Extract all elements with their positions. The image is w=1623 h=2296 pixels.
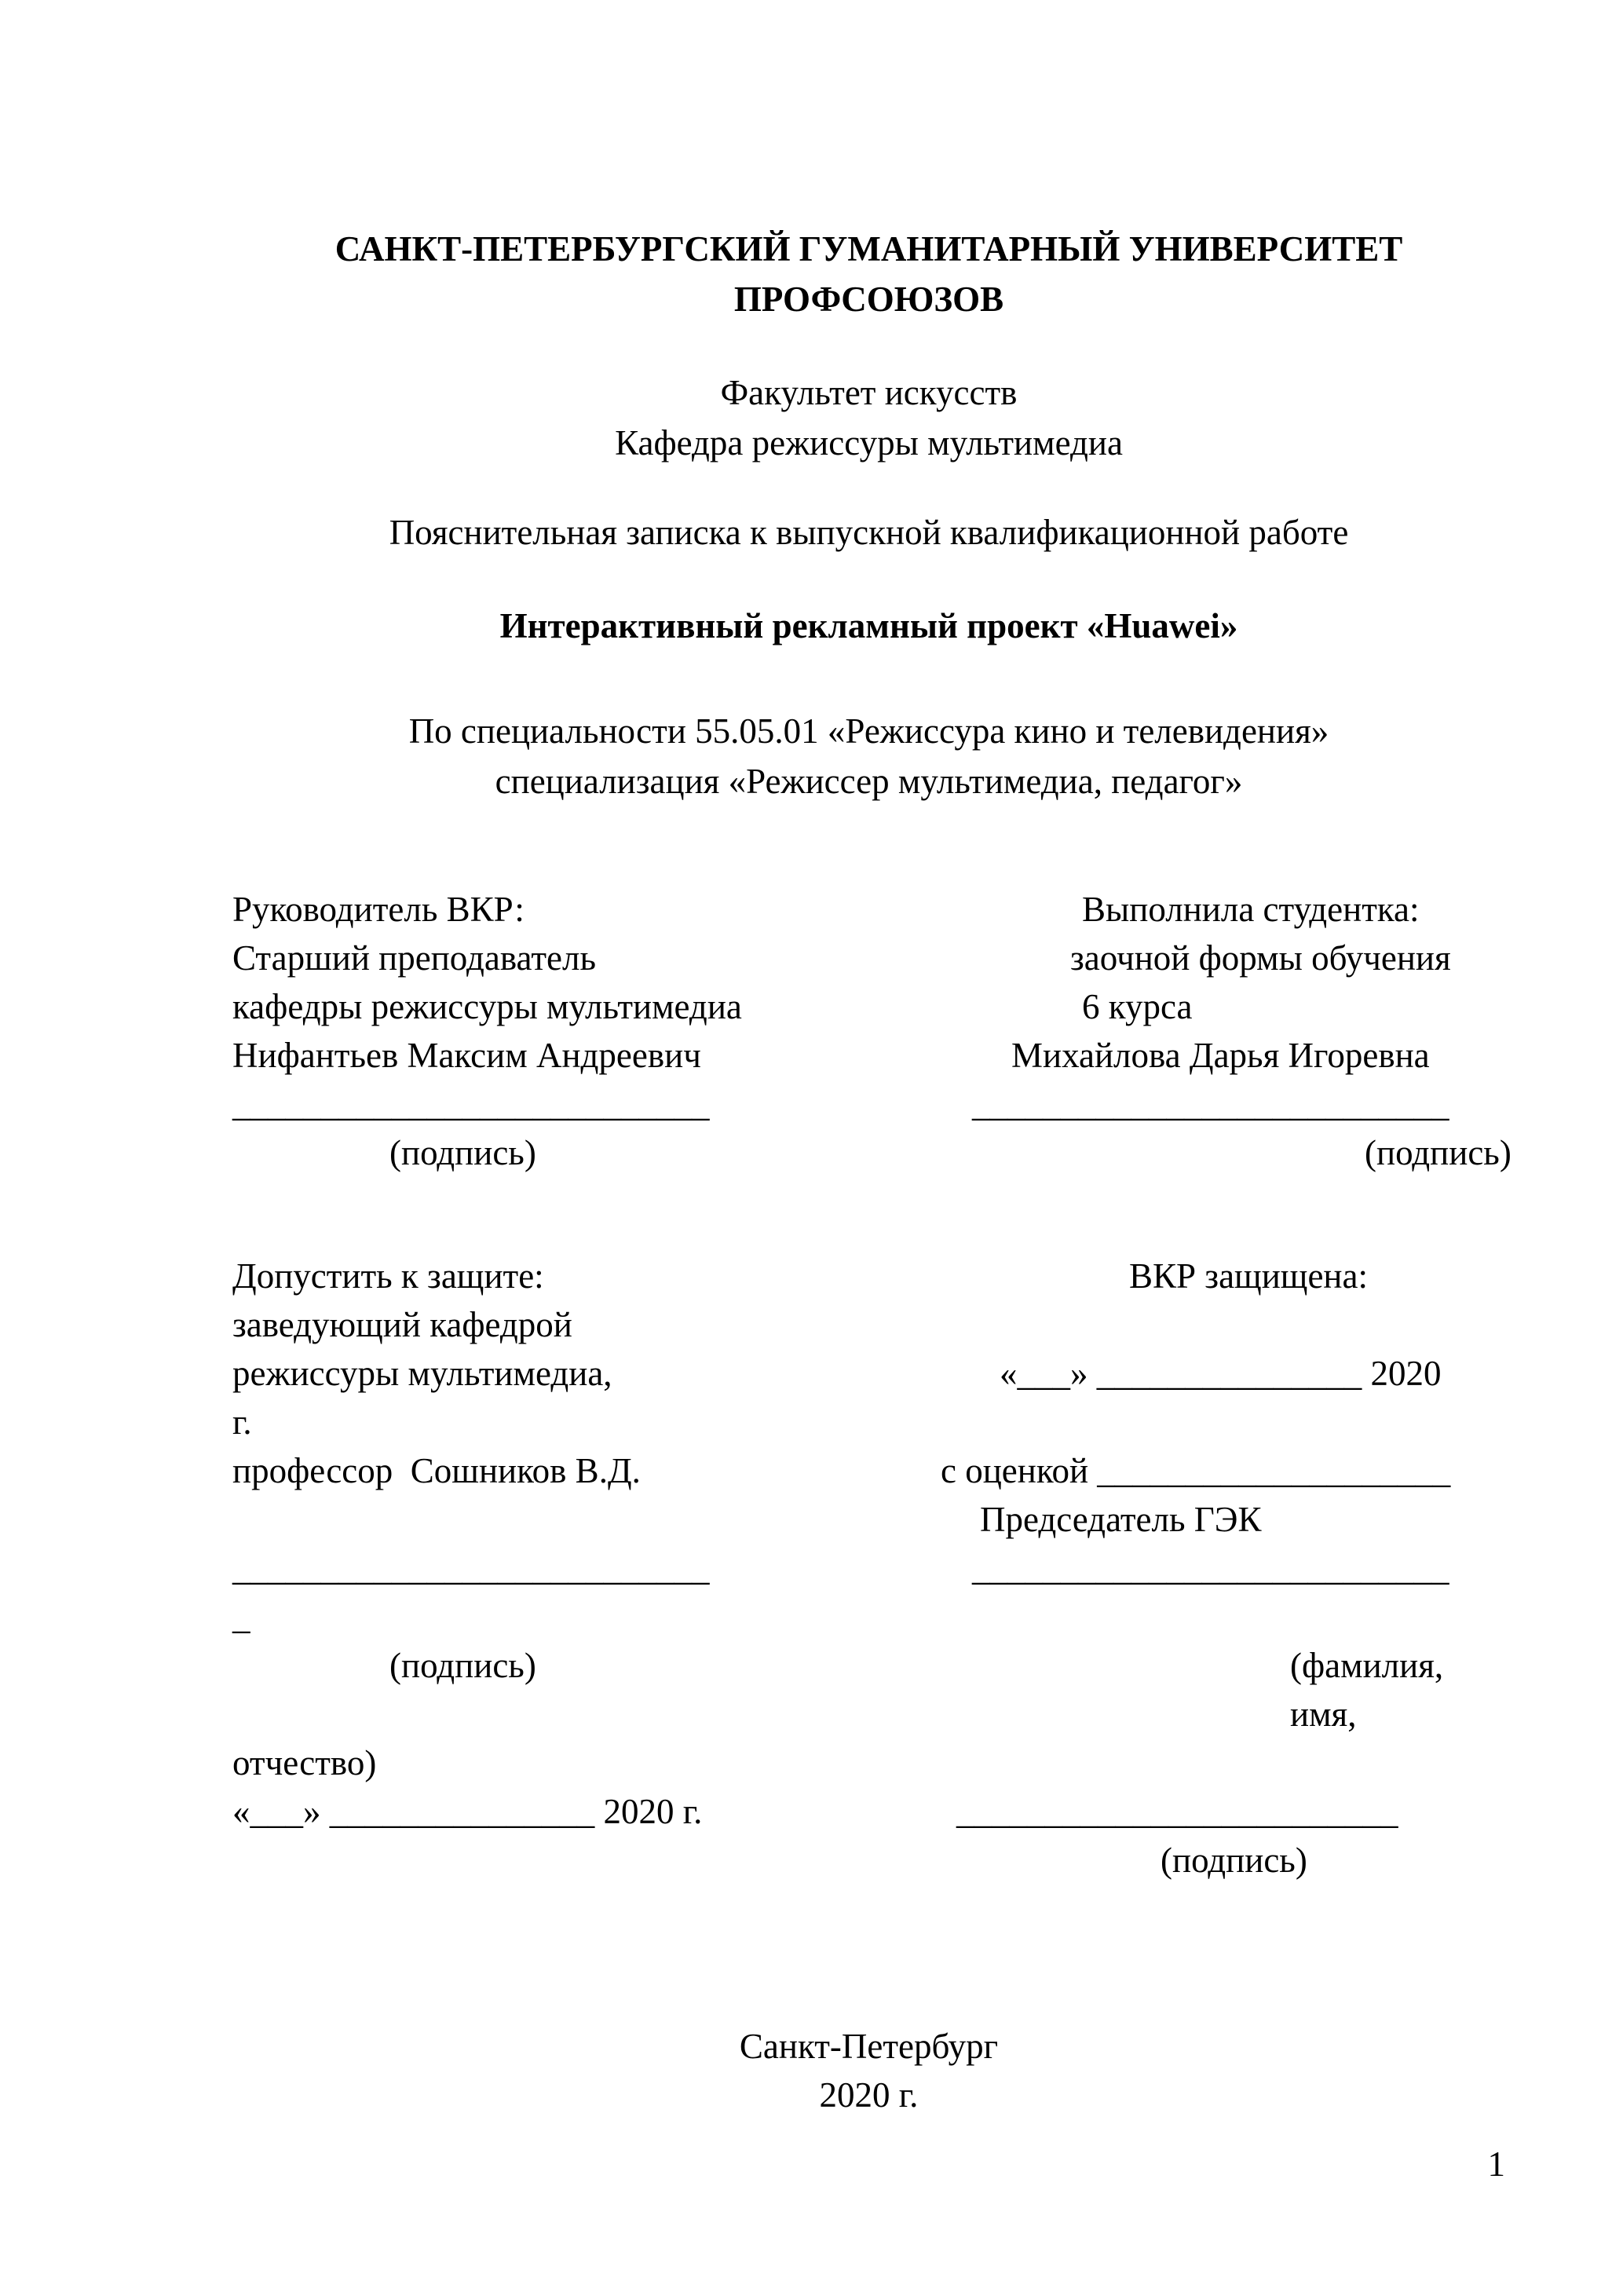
supervisor-signature-caption: (подпись) bbox=[389, 1133, 536, 1172]
admit-professor-name: профессор Сошников В.Д. bbox=[232, 1451, 641, 1490]
supervisor-row bbox=[232, 934, 1505, 982]
student-heading: Выполнила студентка: bbox=[1082, 890, 1420, 929]
specialty-line-2: специализация «Режиссер мультимедиа, педагог» bbox=[495, 762, 1243, 801]
defense-row bbox=[232, 1544, 1505, 1592]
faculty-block bbox=[232, 367, 1505, 468]
defense-row bbox=[232, 1641, 1505, 1738]
defense-row bbox=[232, 1252, 1505, 1300]
supervisor-department: кафедры режиссуры мультимедиа bbox=[232, 987, 742, 1026]
defended-heading: ВКР защищена: bbox=[1129, 1256, 1368, 1296]
defense-row bbox=[232, 1398, 1505, 1446]
supervisor-row bbox=[232, 982, 1505, 1031]
spacer bbox=[232, 1495, 941, 1544]
supervisor-name: Нифантьев Максим Андреевич bbox=[232, 1036, 701, 1075]
project-title: Интерактивный рекламный проект «Huawei» bbox=[499, 606, 1238, 645]
spacer bbox=[941, 1398, 1505, 1446]
supervisor-row bbox=[232, 885, 1505, 934]
supervisor-signature-line: ___________________________ bbox=[232, 1084, 710, 1124]
university-name-line-2: ПРОФСОЮЗОВ bbox=[733, 280, 1004, 319]
footer-city: Санкт-Петербург bbox=[739, 2027, 999, 2066]
supervisor-position: Старший преподаватель bbox=[232, 938, 596, 978]
defense-row bbox=[232, 1349, 1505, 1398]
defense-section bbox=[232, 1252, 1505, 1885]
admit-position-1: заведующий кафедрой bbox=[232, 1305, 572, 1344]
spacer bbox=[232, 1836, 941, 1885]
admit-position-2: режиссуры мультимедиа, bbox=[232, 1354, 612, 1393]
spacer bbox=[941, 1738, 1505, 1787]
footer-block bbox=[232, 2022, 1505, 2119]
supervisor-heading: Руководитель ВКР: bbox=[232, 890, 525, 929]
admit-date-line: «___» _______________ 2020 г. bbox=[232, 1792, 703, 1831]
department-line: Кафедра режиссуры мультимедиа bbox=[615, 423, 1123, 462]
student-signature-line: ___________________________ bbox=[972, 1084, 1449, 1124]
admit-caption-wrap: отчество) bbox=[232, 1743, 377, 1782]
supervisor-section bbox=[232, 885, 1512, 1177]
defense-row bbox=[232, 1300, 1505, 1349]
defense-row bbox=[232, 1787, 1505, 1836]
spacer bbox=[941, 1300, 1505, 1349]
gek-chair-label: Председатель ГЭК bbox=[980, 1500, 1262, 1539]
defense-date-line: «___» _______________ 2020 bbox=[1000, 1354, 1442, 1393]
gek-chair-name-line: ___________________________ bbox=[972, 1548, 1449, 1588]
grade-line: с оценкой ____________________ bbox=[941, 1451, 1451, 1490]
admit-heading: Допустить к защите: bbox=[232, 1256, 544, 1296]
student-study-form: заочной формы обучения bbox=[1070, 938, 1451, 978]
specialty-block bbox=[232, 706, 1505, 806]
footer-year: 2020 г. bbox=[819, 2075, 919, 2115]
spacer bbox=[941, 1592, 1505, 1641]
gek-signature-caption: (подпись) bbox=[1161, 1841, 1307, 1880]
specialty-line-1: По специальности 55.05.01 «Режиссура кино и телевидения» bbox=[408, 711, 1329, 751]
defense-row bbox=[232, 1446, 1505, 1495]
gek-signature-line: _________________________ bbox=[956, 1792, 1398, 1831]
university-name bbox=[232, 224, 1505, 324]
defense-row bbox=[232, 1738, 1505, 1787]
student-name: Михайлова Дарья Игоревна bbox=[1011, 1036, 1430, 1075]
gek-name-caption: (фамилия, имя, bbox=[1290, 1646, 1453, 1734]
student-course: 6 курса bbox=[1082, 987, 1193, 1026]
defense-row bbox=[232, 1836, 1505, 1885]
defense-row bbox=[232, 1592, 1505, 1641]
admit-signature-caption: (подпись) bbox=[389, 1646, 536, 1685]
admit-signature-line: ___________________________ bbox=[232, 1548, 710, 1588]
supervisor-row bbox=[232, 1128, 1512, 1177]
defense-row bbox=[232, 1495, 1505, 1544]
supervisor-row bbox=[232, 1080, 1505, 1128]
university-name-line-1: САНКТ-ПЕТЕРБУРГСКИЙ ГУМАНИТАРНЫЙ УНИВЕРСИТЕТ bbox=[334, 229, 1403, 269]
page-number: 1 bbox=[1487, 2144, 1505, 2184]
supervisor-row bbox=[232, 1031, 1505, 1080]
faculty-line: Факультет искусств bbox=[720, 373, 1018, 412]
admit-position-wrap: г. bbox=[232, 1402, 252, 1442]
admit-signature-line-wrap: _ bbox=[232, 1597, 250, 1636]
student-signature-caption: (подпись) bbox=[1365, 1133, 1512, 1172]
explanatory-note-line: Пояснительная записка к выпускной квалификационной работе bbox=[389, 513, 1349, 552]
